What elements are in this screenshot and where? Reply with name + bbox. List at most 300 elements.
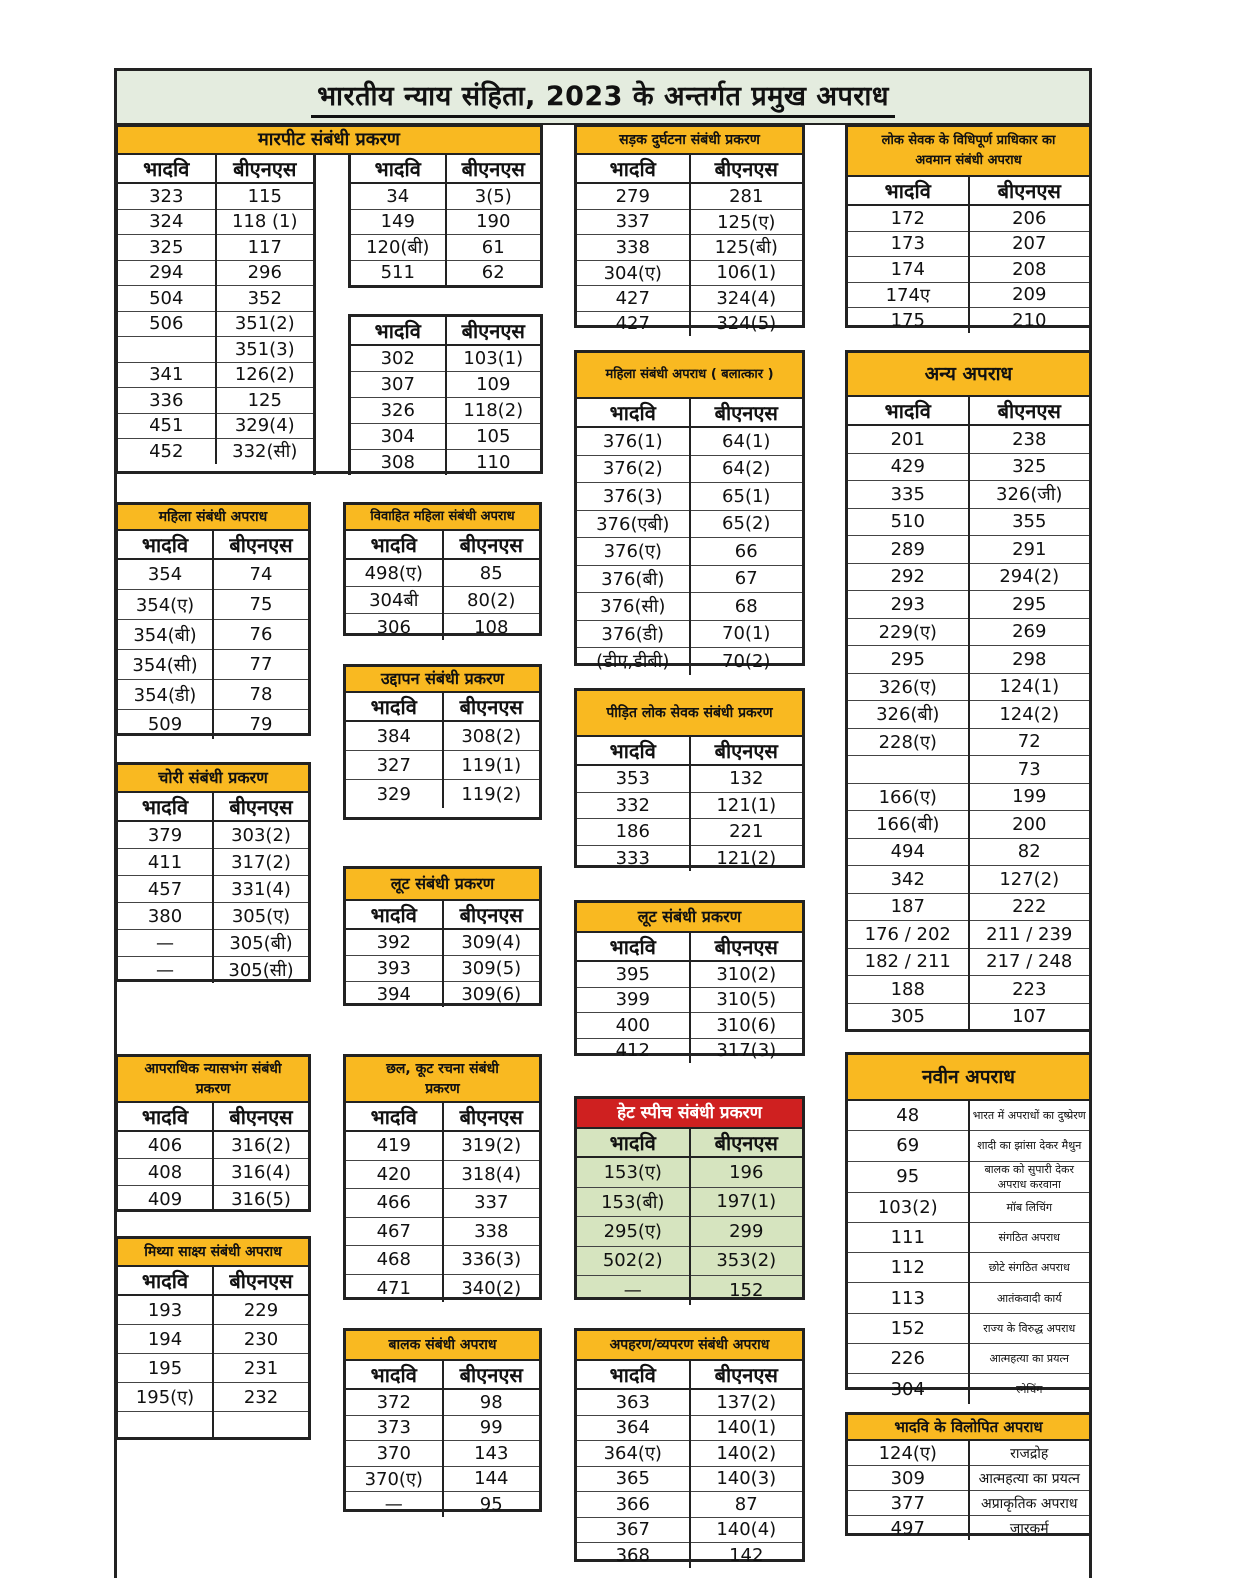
section-title: हेट स्पीच संबंधी प्रकरण <box>577 1099 802 1129</box>
bns-section-cell: 110 <box>446 450 541 476</box>
table-row <box>577 510 802 538</box>
ipc-section-cell: 354(बी) <box>118 620 213 650</box>
table-row <box>848 1161 1089 1192</box>
table-row <box>346 1217 539 1246</box>
table-row <box>577 1187 802 1217</box>
table-row <box>118 710 308 740</box>
ipc-section-cell: 451 <box>118 413 216 439</box>
ipc-section-cell: 327 <box>346 751 443 780</box>
table-row <box>118 559 308 590</box>
ipc-section-cell: 427 <box>615 313 650 335</box>
bns-section-cell: 105 <box>446 424 541 450</box>
table-row <box>346 1160 539 1189</box>
ipc-section-cell: 325 <box>118 235 216 261</box>
bns-section-cell: 308(2) <box>443 721 540 751</box>
bns-section-cell: शादी का झांसा देकर मैथुन <box>969 1131 1090 1161</box>
table-row <box>118 930 308 957</box>
bns-section-cell: 103(1) <box>446 345 541 372</box>
bns-section-cell: 209 <box>969 282 1090 308</box>
table-row <box>118 1186 308 1213</box>
bns-section-cell: 221 <box>690 819 803 846</box>
ipc-section-cell: 392 <box>346 929 443 956</box>
table-row <box>577 565 802 593</box>
ipc-section-cell: 309 <box>848 1466 969 1491</box>
ipc-section-cell: 376(एबी) <box>577 510 690 538</box>
bns-section-cell: 326(जी) <box>969 481 1090 509</box>
bns-section-cell: 309(6) <box>443 982 540 1008</box>
table-row <box>346 751 539 780</box>
column-header-ipc: भादवि <box>848 397 969 425</box>
bns-section-cell: 316(5) <box>213 1186 308 1213</box>
ipc-section-cell: 420 <box>346 1160 443 1189</box>
bns-section-cell: 238 <box>969 425 1090 453</box>
table-row <box>848 1003 1089 1030</box>
table-row <box>577 1013 802 1039</box>
table-row <box>848 231 1089 257</box>
column-header-bns: बीएनएस <box>443 901 540 929</box>
bns-section-cell: 125(बी) <box>690 235 803 261</box>
ipc-section-cell: 188 <box>848 976 969 1004</box>
section-title: मारपीट संबंधी प्रकरण <box>118 127 540 155</box>
section-title: अपहरण/व्यपरण संबंधी अपराध <box>577 1331 802 1361</box>
table-row <box>577 209 802 235</box>
bns-section-cell: 294(2) <box>969 563 1090 591</box>
column-header-ipc: भादवि <box>848 177 969 205</box>
table-row <box>118 1295 308 1325</box>
table-row <box>577 593 802 621</box>
ipc-section-cell: 376(ए) <box>577 538 690 566</box>
table-row <box>848 976 1089 1004</box>
section-title: नवीन अपराध <box>848 1055 1089 1101</box>
table-row <box>346 1466 539 1492</box>
table-row <box>118 903 308 930</box>
ipc-section-cell: — <box>118 930 213 957</box>
ipc-section-cell: 186 <box>577 819 690 846</box>
ipc-section-cell: 341 <box>118 362 216 388</box>
ipc-section-cell: 377 <box>848 1491 969 1516</box>
table-row <box>848 453 1089 481</box>
bns-section-cell: 121(1) <box>690 792 803 819</box>
ipc-section-cell: 305 <box>890 1006 925 1028</box>
table-row <box>577 792 802 819</box>
ipc-section-cell: 427 <box>577 286 690 312</box>
ipc-section-cell: 376(डी) <box>577 620 690 648</box>
section-robbery-1 <box>343 866 542 1006</box>
bns-section-cell: 107 <box>969 1003 1090 1030</box>
table-row <box>848 646 1089 674</box>
bns-section-cell: 137(2) <box>690 1389 803 1415</box>
ipc-section-cell: 304 <box>890 1378 925 1400</box>
bns-section-cell: 132 <box>690 765 803 792</box>
section-theft <box>115 762 311 982</box>
table-row <box>118 849 308 876</box>
bns-section-cell: 119(2) <box>443 780 540 809</box>
table-row <box>848 425 1089 453</box>
bns-section-cell: 124(1) <box>969 673 1090 701</box>
column-header-row <box>577 1129 802 1157</box>
bns-section-cell: 298 <box>969 646 1090 674</box>
ipc-section-cell: 364(ए) <box>577 1441 690 1467</box>
table-row <box>118 876 308 903</box>
bns-section-cell: 125 <box>216 388 314 414</box>
column-header-ipc: भादवि <box>346 693 443 721</box>
table-row <box>346 982 539 1008</box>
section-title: पीड़ित लोक सेवक संबंधी प्रकरण <box>577 691 802 737</box>
ipc-section-cell: 193 <box>118 1295 213 1325</box>
ipc-section-cell: 399 <box>577 987 690 1013</box>
ipc-section-cell: 494 <box>848 838 969 866</box>
column-header-row <box>118 531 308 559</box>
bns-section-cell: 127(2) <box>969 866 1090 894</box>
assault-right-table <box>348 155 540 475</box>
ipc-section-cell: 366 <box>577 1492 690 1518</box>
ipc-section-cell: 511 <box>380 262 415 284</box>
column-header-ipc: भादवि <box>118 1267 213 1295</box>
section-abetment <box>343 664 542 820</box>
bns-section-cell: 121(2) <box>690 845 803 871</box>
table-row <box>346 956 539 982</box>
table-row <box>848 1441 1089 1466</box>
bns-section-cell: 79 <box>213 710 308 740</box>
table-row <box>848 893 1089 921</box>
bns-section-cell: 206 <box>969 205 1090 231</box>
table-row <box>577 765 802 792</box>
ipc-section-cell: 395 <box>577 961 690 987</box>
column-header-bns: बीएनएस <box>690 933 803 961</box>
section-children <box>343 1328 542 1515</box>
ipc-section-cell: 69 <box>848 1131 969 1161</box>
bns-section-cell: 75 <box>213 590 308 620</box>
bns-section-cell: 77 <box>213 650 308 680</box>
ipc-section-cell: 182 / 211 <box>848 948 969 976</box>
table-row <box>848 1491 1089 1516</box>
table-row <box>577 987 802 1013</box>
section-title: सड़क दुर्घटना संबंधी प्रकरण <box>577 127 802 155</box>
bns-section-cell: 331(4) <box>213 876 308 903</box>
table-row <box>848 948 1089 976</box>
ipc-section-cell: 289 <box>848 536 969 564</box>
section-title: महिला संबंधी अपराध <box>118 505 308 531</box>
column-header-row <box>351 155 540 183</box>
bns-section-cell: 305(ए) <box>213 903 308 930</box>
table-row <box>346 1274 539 1302</box>
ipc-section-cell: 304 <box>351 424 446 450</box>
ipc-section-cell: 153(ए) <box>577 1157 690 1187</box>
column-header-bns: बीएनएस <box>213 1103 308 1131</box>
section-kidnapping <box>574 1328 805 1566</box>
bns-section-cell: 316(4) <box>213 1159 308 1186</box>
table-row <box>346 1415 539 1441</box>
ipc-section-cell: 365 <box>577 1466 690 1492</box>
bns-section-cell: 65(1) <box>690 483 803 511</box>
table-row <box>577 1492 802 1518</box>
column-header-bns: बीएनएस <box>969 177 1090 205</box>
ipc-section-cell: 294 <box>118 260 216 286</box>
table-row <box>577 235 802 261</box>
ipc-section-cell: 370 <box>346 1441 443 1467</box>
bns-section-cell: 337 <box>443 1189 540 1218</box>
column-header-bns: बीएनएस <box>690 1361 803 1389</box>
ipc-section-cell: 228(ए) <box>848 728 969 756</box>
column-header-row <box>848 397 1089 425</box>
ipc-section-cell: 195 <box>118 1354 213 1383</box>
table-row <box>118 388 313 414</box>
ipc-section-cell: 120(बी) <box>351 235 446 261</box>
bns-section-cell: 351(2) <box>216 311 314 337</box>
ipc-section-cell <box>848 756 969 784</box>
table-row <box>848 1516 1089 1541</box>
section-title: भादवि के विलोपित अपराध <box>848 1415 1089 1441</box>
table-row <box>848 1283 1089 1313</box>
column-header-row <box>118 1103 308 1131</box>
table-row <box>351 398 540 424</box>
bns-section-cell: 269 <box>969 618 1090 646</box>
table-row <box>848 508 1089 536</box>
bns-section-cell: 196 <box>690 1157 803 1187</box>
table-row <box>848 1344 1089 1374</box>
section-victim-servant <box>574 688 805 868</box>
ipc-section-cell: 376(सी) <box>577 593 690 621</box>
column-header-bns: बीएनएस <box>443 1361 540 1389</box>
ipc-section-cell: 338 <box>577 235 690 261</box>
ipc-section-cell: 506 <box>118 311 216 337</box>
table-row <box>118 260 313 286</box>
table-row <box>577 1246 802 1276</box>
bns-section-cell: अप्राकृतिक अपराध <box>969 1491 1090 1516</box>
table-row <box>577 260 802 286</box>
ipc-section-cell: 323 <box>118 183 216 209</box>
table-row <box>848 1222 1089 1252</box>
bns-section-cell: 309(4) <box>443 929 540 956</box>
ipc-section-cell: 408 <box>118 1159 213 1186</box>
title-bar <box>117 71 1089 125</box>
table-row <box>346 587 539 614</box>
column-header-row <box>118 155 313 183</box>
ipc-section-cell: 384 <box>346 721 443 751</box>
column-header-bns: बीएनएस <box>446 317 541 345</box>
column-header-ipc: भादवि <box>351 155 446 183</box>
table-row <box>577 311 802 336</box>
table-row <box>118 1412 308 1441</box>
ipc-section-cell: 353 <box>577 765 690 792</box>
table-row <box>848 673 1089 701</box>
ipc-section-cell: 194 <box>118 1325 213 1354</box>
ipc-section-cell: 174 <box>848 257 969 283</box>
section-women <box>115 502 311 736</box>
bns-section-cell: 144 <box>443 1466 540 1492</box>
bns-section-cell: 140(2) <box>690 1441 803 1467</box>
section-deleted <box>845 1412 1092 1539</box>
ipc-section-cell: 166(ए) <box>848 783 969 811</box>
column-header-row <box>577 737 802 765</box>
column-header-bns: बीएनएस <box>213 793 308 821</box>
ipc-section-cell: 112 <box>848 1253 969 1283</box>
ipc-section-cell: 370(ए) <box>346 1466 443 1492</box>
section-title: उद्दापन संबंधी प्रकरण <box>346 667 539 693</box>
bns-section-cell: 324(5) <box>690 311 803 336</box>
ipc-section-cell: 380 <box>118 903 213 930</box>
section-false-evidence <box>115 1236 311 1440</box>
table-row <box>577 620 802 648</box>
bns-section-cell: राजद्रोह <box>969 1441 1090 1466</box>
table-row <box>848 308 1089 333</box>
bns-section-cell: 210 <box>969 308 1090 333</box>
column-header-bns: बीएनएस <box>213 531 308 559</box>
column-header-ipc: भादवि <box>346 531 443 559</box>
table-row <box>346 780 539 809</box>
table-row <box>577 455 802 483</box>
bns-section-cell: 199 <box>969 783 1090 811</box>
ipc-section-cell: 279 <box>577 183 690 209</box>
table-row <box>848 481 1089 509</box>
column-header-bns: बीएनएस <box>690 155 803 183</box>
bns-section-cell: 143 <box>443 1441 540 1467</box>
column-header-row <box>351 317 540 345</box>
ipc-section-cell: 471 <box>376 1277 411 1299</box>
table-row <box>118 680 308 710</box>
table-row <box>577 1415 802 1441</box>
table-row <box>848 257 1089 283</box>
table-row <box>848 1466 1089 1491</box>
column-header-ipc: भादवि <box>346 1361 443 1389</box>
column-header-ipc: भादवि <box>346 1103 443 1131</box>
ipc-section-cell: 152 <box>848 1313 969 1343</box>
bns-section-cell: 66 <box>690 538 803 566</box>
ipc-section-cell: 302 <box>351 345 446 372</box>
bns-section-cell: 332(सी) <box>216 439 314 464</box>
ipc-section-cell: 201 <box>848 425 969 453</box>
section-title: विवाहित महिला संबंधी अपराध <box>346 505 539 531</box>
table-row <box>118 821 308 849</box>
ipc-section-cell: 504 <box>118 286 216 312</box>
ipc-section-cell: 502(2) <box>577 1246 690 1276</box>
bns-section-cell: 115 <box>216 183 314 209</box>
column-header-row <box>346 531 539 559</box>
bns-section-cell: 98 <box>443 1389 540 1415</box>
bns-section-cell: 108 <box>443 614 540 641</box>
bns-section-cell: 211 / 239 <box>969 921 1090 949</box>
table-row <box>577 1217 802 1247</box>
column-header-ipc: भादवि <box>577 933 690 961</box>
ipc-section-cell: 510 <box>848 508 969 536</box>
column-header-bns: बीएनएस <box>446 155 541 183</box>
ipc-section-cell: 376(2) <box>577 455 690 483</box>
bns-section-cell: 336(3) <box>443 1246 540 1275</box>
table-row <box>577 961 802 987</box>
bns-section-cell: छोटे संगठित अपराध <box>969 1253 1090 1283</box>
ipc-section-cell: 175 <box>890 309 925 331</box>
table-row <box>848 563 1089 591</box>
table-row <box>848 591 1089 619</box>
section-married-women <box>343 502 542 636</box>
ipc-section-cell: 337 <box>577 209 690 235</box>
table-row <box>118 286 313 312</box>
assault-left-table <box>118 155 316 475</box>
section-hate-speech <box>574 1096 805 1300</box>
ipc-section-cell: 326 <box>351 398 446 424</box>
ipc-section-cell: 409 <box>147 1188 183 1210</box>
ipc-section-cell: 166(बी) <box>848 811 969 839</box>
bns-section-cell: 87 <box>690 1492 803 1518</box>
column-header-row <box>577 399 802 427</box>
bns-section-cell: 67 <box>690 565 803 593</box>
table-row <box>346 1441 539 1467</box>
column-header-row <box>346 901 539 929</box>
bns-section-cell: 355 <box>969 508 1090 536</box>
ipc-section-cell: — <box>623 1279 642 1301</box>
ipc-section-cell: 468 <box>346 1246 443 1275</box>
table-row <box>351 209 540 235</box>
bns-section-cell: 190 <box>446 209 541 235</box>
table-row <box>346 1246 539 1275</box>
ipc-section-cell: 187 <box>848 893 969 921</box>
column-header-row <box>577 933 802 961</box>
column-header-ipc: भादवि <box>577 737 690 765</box>
column-header-ipc: भादवि <box>118 1103 213 1131</box>
table-row <box>848 1374 1089 1404</box>
bns-section-cell: 309(5) <box>443 956 540 982</box>
table-row <box>577 1157 802 1187</box>
table-row <box>577 819 802 846</box>
bns-section-cell: 319(2) <box>443 1131 540 1160</box>
table-row <box>577 483 802 511</box>
column-header-bns: बीएनएस <box>443 1103 540 1131</box>
bns-section-cell: 299 <box>690 1217 803 1247</box>
section-title: अन्य अपराध <box>848 353 1089 397</box>
bns-section-cell: 78 <box>213 680 308 710</box>
section-title: छल, कूट रचना संबंधी प्रकरण <box>346 1057 539 1103</box>
bns-section-cell: 106(1) <box>690 260 803 286</box>
ipc-section-cell: 295(ए) <box>577 1217 690 1247</box>
table-row <box>848 618 1089 646</box>
table-row <box>577 1441 802 1467</box>
bns-section-cell: 223 <box>969 976 1090 1004</box>
section-title: लोक सेवक के विधिपूर्ण प्राधिकार का अवमान संबंधी अपराध <box>848 127 1089 177</box>
table-row <box>351 372 540 398</box>
table-row <box>848 536 1089 564</box>
section-title: बालक संबंधी अपराध <box>346 1331 539 1361</box>
ipc-section-cell: 354 <box>118 559 213 590</box>
table-row <box>346 559 539 587</box>
ipc-section-cell: 229(ए) <box>848 618 969 646</box>
bns-section-cell: 68 <box>690 593 803 621</box>
bns-section-cell: भारत में अपराधों का दुष्प्रेरण <box>969 1101 1090 1131</box>
bns-section-cell: 338 <box>443 1217 540 1246</box>
table-row <box>351 260 540 285</box>
table-row <box>848 1253 1089 1283</box>
table-row <box>118 590 308 620</box>
bns-section-cell: आत्महत्या का प्रयत्न <box>969 1344 1090 1374</box>
table-row <box>577 538 802 566</box>
table-row <box>118 183 313 209</box>
ipc-section-cell: 364 <box>577 1415 690 1441</box>
bns-section-cell: 65(2) <box>690 510 803 538</box>
table-row <box>577 1389 802 1415</box>
bns-section-cell: 76 <box>213 620 308 650</box>
column-header-ipc: भादवि <box>118 531 213 559</box>
section-public-servant <box>845 124 1092 331</box>
bns-section-cell: 305(बी) <box>213 930 308 957</box>
table-row <box>848 811 1089 839</box>
section-other <box>845 350 1092 1032</box>
ipc-section-cell: 373 <box>346 1415 443 1441</box>
table-row <box>577 1543 802 1568</box>
column-header-row <box>118 793 308 821</box>
column-header-ipc: भादवि <box>577 155 690 183</box>
column-header-bns: बीएनएस <box>690 399 803 427</box>
section-robbery-2 <box>574 900 805 1062</box>
bns-section-cell: 229 <box>213 1295 308 1325</box>
